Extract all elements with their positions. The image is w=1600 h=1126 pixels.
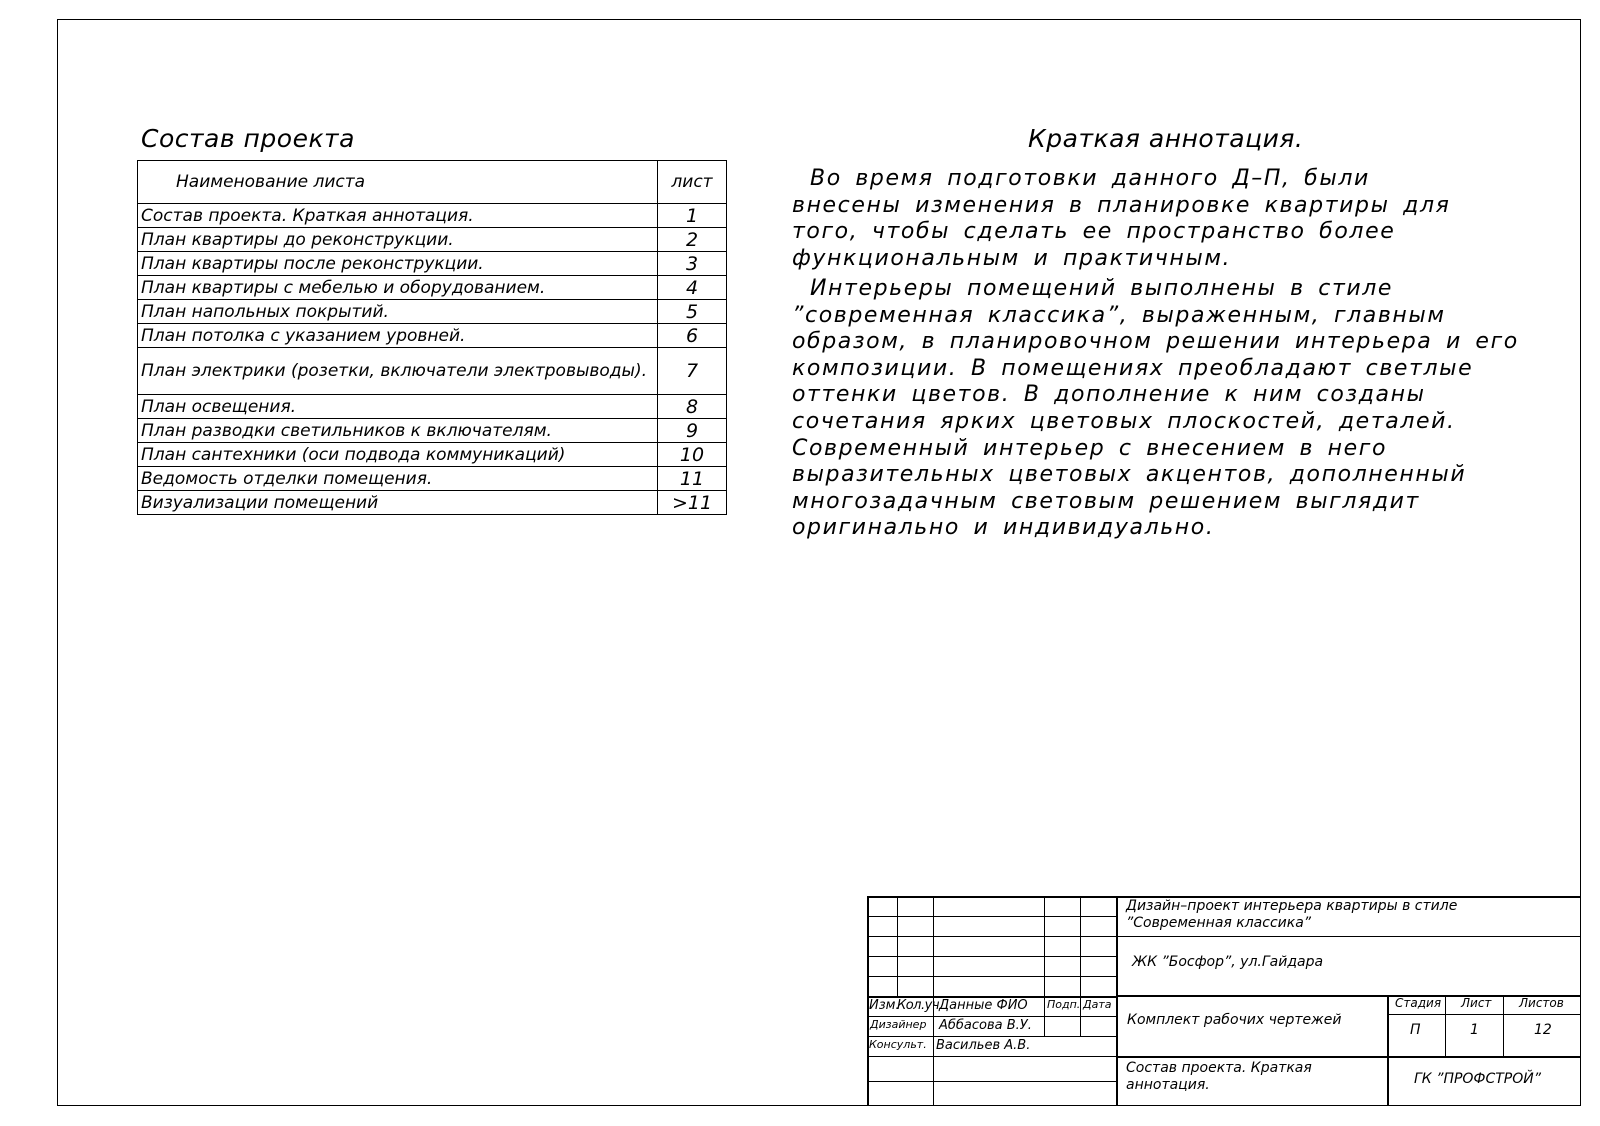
row-num: 8	[658, 395, 727, 419]
row-num: 6	[658, 324, 727, 348]
table-header-row	[138, 161, 727, 204]
table-row	[138, 491, 727, 515]
col-izm: Изм.	[869, 998, 900, 1013]
row-name: План квартиры с мебелью и оборудованием.	[138, 276, 658, 300]
name-consultant: Васильев А.В.	[936, 1038, 1031, 1053]
row-name: Ведомость отделки помещения.	[138, 467, 658, 491]
col-fio: Данные ФИО	[939, 998, 1028, 1013]
annotation-paragraph-1: Во время подготовки данного Д–П, были внесены изменения в планировке квартиры для того, чтобы сделать ее пространство более функциональным и практичным.	[792, 166, 1451, 271]
row-name: План квартиры до реконструкции.	[138, 228, 658, 252]
row-name: Состав проекта. Краткая аннотация.	[138, 204, 658, 228]
table-row	[138, 467, 727, 491]
row-name: План сантехники (оси подвода коммуникаций)	[138, 443, 658, 467]
stage-value: П	[1410, 1022, 1421, 1038]
tb-line	[1387, 995, 1389, 1106]
tb-line	[1387, 1014, 1581, 1015]
row-num: 11	[658, 467, 727, 491]
tb-line	[867, 1056, 1116, 1057]
role-designer: Дизайнер	[870, 1018, 927, 1031]
tb-line	[1116, 1056, 1581, 1058]
table-row	[138, 443, 727, 467]
row-num: 10	[658, 443, 727, 467]
row-name: План напольных покрытий.	[138, 300, 658, 324]
sheet-label: Лист	[1461, 996, 1492, 1010]
tb-line	[1445, 995, 1446, 1056]
composition-title: Состав проекта	[141, 124, 355, 153]
row-num: 4	[658, 276, 727, 300]
tb-line	[1044, 896, 1045, 1036]
col-koluch: Кол.уч	[897, 998, 939, 1013]
row-name: План освещения.	[138, 395, 658, 419]
name-designer: Аббасова В.У.	[939, 1018, 1032, 1033]
row-num: >11	[658, 491, 727, 515]
sheets-label: Листов	[1519, 996, 1564, 1010]
table-row	[138, 419, 727, 443]
table-row	[138, 324, 727, 348]
stage-label: Стадия	[1395, 996, 1442, 1010]
composition-table	[137, 160, 727, 515]
role-consultant: Консульт.	[869, 1038, 927, 1051]
row-name: План квартиры после реконструкции.	[138, 252, 658, 276]
tb-line	[1116, 936, 1581, 937]
table-row	[138, 252, 727, 276]
row-name: План потолка с указанием уровней.	[138, 324, 658, 348]
tb-line	[867, 1081, 1116, 1082]
tb-line	[897, 896, 898, 997]
table-row	[138, 300, 727, 324]
sheet-value: 1	[1470, 1022, 1479, 1038]
table-row	[138, 228, 727, 252]
tb-line	[867, 956, 1116, 957]
row-num: 5	[658, 300, 727, 324]
table-row	[138, 204, 727, 228]
location: ЖК ”Босфор”, ул.Гайдара	[1132, 954, 1324, 970]
annotation-title: Краткая аннотация.	[1028, 124, 1304, 153]
table-row	[138, 348, 727, 395]
tb-line	[867, 1036, 1116, 1037]
tb-line	[867, 976, 1116, 977]
col-data: Дата	[1083, 998, 1112, 1011]
row-num: 7	[658, 348, 727, 395]
tb-line	[867, 936, 1116, 937]
row-num: 9	[658, 419, 727, 443]
tb-line	[1503, 995, 1504, 1056]
tb-line	[1080, 896, 1081, 1036]
row-name: План электрики (розетки, включатели электровыводы).	[138, 348, 658, 395]
company-name: ГК ”ПРОФСТРОЙ”	[1414, 1071, 1541, 1087]
header-num: лист	[658, 161, 727, 204]
tb-line	[1116, 896, 1118, 1106]
title-block	[867, 896, 1581, 1106]
table-row	[138, 395, 727, 419]
tb-line	[867, 1016, 1116, 1017]
tb-line	[867, 916, 1116, 917]
project-title: Дизайн–проект интерьера квартиры в стиле ”Современная классика”	[1126, 898, 1458, 931]
sheet-title: Состав проекта. Краткая аннотация.	[1126, 1060, 1312, 1093]
row-num: 2	[658, 228, 727, 252]
doc-set: Комплект рабочих чертежей	[1127, 1012, 1342, 1028]
row-name: Визуализации помещений	[138, 491, 658, 515]
tb-line	[1116, 995, 1581, 997]
header-name: Наименование листа	[138, 161, 658, 204]
sheets-value: 12	[1534, 1022, 1552, 1038]
annotation-paragraph-2: Интерьеры помещений выполнены в стиле ”современная классика”, выраженным, главным образом, в планировочном решении интерьера и его композиции. В помещениях преобладают светлые оттенки цветов. В дополнение к ним созданы сочетания ярких цветовых плоскостей, деталей. Современный интерьер с внесением в него выразительных цветовых акцентов, дополненный многозадачным световым решением выглядит оригинально и индивидуально.	[792, 276, 1519, 541]
row-name: План разводки светильников к включателям.	[138, 419, 658, 443]
row-num: 3	[658, 252, 727, 276]
table-row	[138, 276, 727, 300]
col-podp: Подп.	[1047, 998, 1081, 1011]
row-num: 1	[658, 204, 727, 228]
